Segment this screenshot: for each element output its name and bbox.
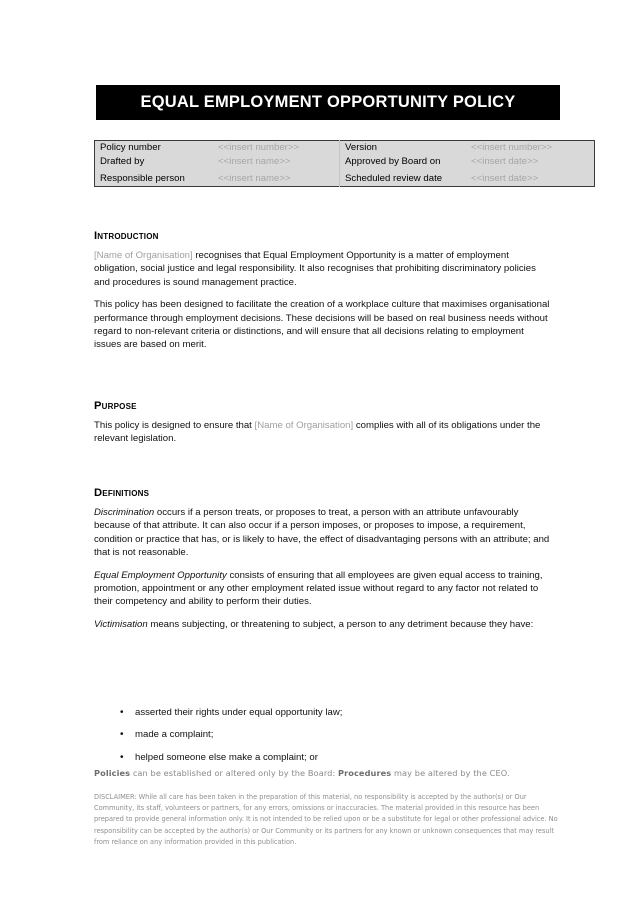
definition-term-discrimination: Discrimination bbox=[94, 507, 155, 518]
definition-term-equal-employment-opportunity: Equal Employment Opportunity bbox=[94, 569, 227, 581]
cell-label-version: Version bbox=[340, 141, 467, 156]
table-row bbox=[95, 155, 595, 171]
section-definitions bbox=[94, 487, 552, 631]
list-item-label: helped someone else make a complaint; or bbox=[135, 751, 318, 763]
victimisation-bullet-list bbox=[94, 706, 552, 773]
cell-value-approved-by-board-on[interactable]: <<insert date>> bbox=[466, 155, 595, 171]
definition-equal-employment-opportunity bbox=[94, 569, 552, 609]
cell-value-responsible-person[interactable]: <<insert name>> bbox=[213, 172, 340, 187]
cell-label-policy-number: Policy number bbox=[95, 141, 214, 156]
definition-text-discrimination: occurs if a person treats, or proposes to treat, a person with an attribute unfavourably because of that attribute. It can also occur if a person imposes, or proposes to impose, a requirement, condition or practice that has, or is likely to have, the effect of disadvantaging persons with an attribute; and that is not reasonable. bbox=[94, 507, 550, 559]
list-item-label: made a complaint; bbox=[135, 729, 214, 741]
list-item bbox=[94, 706, 552, 719]
bullet-icon: • bbox=[120, 707, 124, 718]
document-title-banner bbox=[96, 85, 560, 120]
purpose-paragraph bbox=[94, 419, 552, 446]
footer-procedures-bold: Procedures bbox=[338, 768, 392, 778]
heading-purpose: Purpose bbox=[94, 400, 137, 412]
heading-definitions: Definitions bbox=[94, 487, 150, 499]
cell-label-scheduled-review-date: Scheduled review date bbox=[340, 172, 467, 187]
cell-value-policy-number[interactable]: <<insert number>> bbox=[213, 141, 340, 156]
introduction-paragraph-1-text: recognises that Equal Employment Opportunity is a matter of employment obligation, social justice and legal responsibility. It also recognises that prohibiting discriminatory policies and procedures is sound management practice. bbox=[94, 250, 536, 288]
organisation-placeholder: [Name of Organisation] bbox=[94, 250, 193, 261]
cell-value-version[interactable]: <<insert number>> bbox=[466, 141, 595, 156]
list-item-label: asserted their rights under equal opportunity law; bbox=[135, 707, 343, 718]
table-row bbox=[95, 141, 595, 156]
footer-policies-bold: Policies bbox=[94, 768, 131, 778]
footer-disclaimer: DISCLAIMER: While all care has been taken in the preparation of this material, no responsibility is accepted by the author(s) or Our Community, its staff, volunteers or partners, for any errors, omissions or inaccuracies. The material provided in this resource has been prepared to provide general information only. It is not intended to be relied upon or be a substitute for legal or other professional advice. No responsibility can be accepted by the author(s) or Our Community or its partners for any known or unknown consequences that may result from reliance on any information provided in this publication. bbox=[94, 793, 558, 846]
policy-metadata-table bbox=[94, 140, 595, 187]
purpose-text-lead: This policy is designed to ensure that bbox=[94, 420, 255, 431]
definition-discrimination bbox=[94, 506, 552, 560]
list-item bbox=[94, 751, 552, 764]
footer-policies-note bbox=[94, 768, 564, 779]
definition-victimisation bbox=[94, 618, 552, 631]
cell-value-scheduled-review-date[interactable]: <<insert date>> bbox=[466, 172, 595, 187]
footer-policies-end: may be altered by the CEO. bbox=[391, 768, 510, 778]
list-item bbox=[94, 728, 552, 741]
heading-introduction: Introduction bbox=[94, 230, 159, 242]
cell-value-drafted-by[interactable]: <<insert name>> bbox=[213, 155, 340, 171]
cell-label-approved-by-board-on: Approved by Board on bbox=[340, 155, 467, 171]
introduction-paragraph-2: This policy has been designed to facilitate the creation of a workplace culture that maximises organisational performance through employment decisions. These decisions will be based on real business needs without regard to non-relevant criteria or distinctions, and will ensure that all decisions relating to employment issues are based on merit. bbox=[94, 299, 550, 351]
purpose-text-rest: complies with all of its obligations under the relevant legislation. bbox=[94, 420, 541, 445]
section-purpose bbox=[94, 400, 552, 446]
table-row bbox=[95, 172, 595, 187]
cell-label-responsible-person: Responsible person bbox=[95, 172, 214, 187]
definition-text-equal-employment-opportunity: consists of ensuring that all employees are given equal access to training, promotion, appointment or any other employment related issue without regard to any factor not related to their competency and ability to perform their duties. bbox=[94, 569, 543, 608]
definition-text-victimisation: means subjecting, or threatening to subject, a person to any detriment because they have: bbox=[147, 618, 534, 630]
bullet-icon: • bbox=[120, 729, 124, 741]
definition-term-victimisation: Victimisation bbox=[94, 618, 148, 630]
footer-policies-mid: can be established or altered only by the Board: bbox=[130, 768, 339, 778]
cell-label-drafted-by: Drafted by bbox=[95, 155, 214, 171]
page-title: EQUAL EMPLOYMENT OPPORTUNITY POLICY bbox=[140, 93, 516, 111]
bullet-icon: • bbox=[120, 751, 124, 763]
organisation-placeholder: [Name of Organisation] bbox=[254, 420, 354, 431]
section-introduction bbox=[94, 230, 552, 352]
introduction-paragraph-1 bbox=[94, 249, 552, 289]
